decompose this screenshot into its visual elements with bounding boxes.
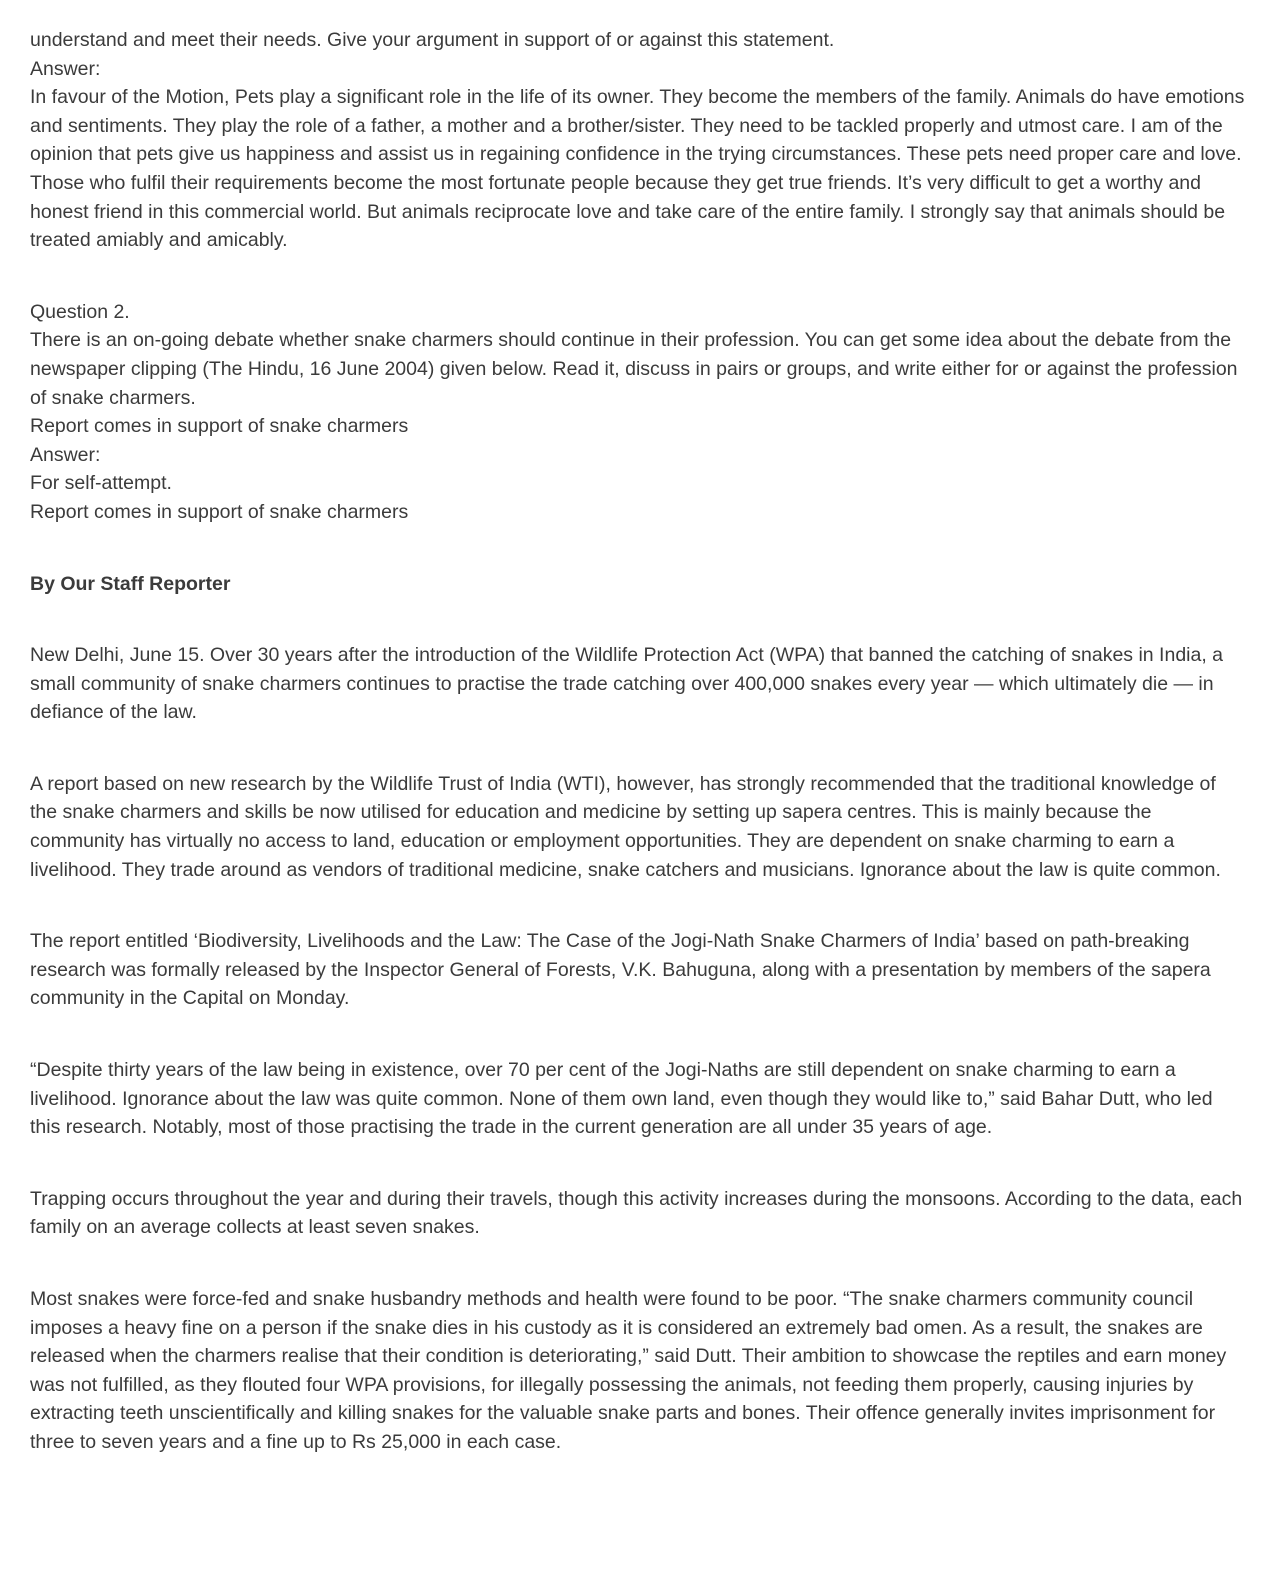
article-paragraph-text: “Despite thirty years of the law being in existence, over 70 per cent of the Jogi-Naths are still dependent on snake charming to earn a livelihood. Ignorance about the law was quite common. None of them own land, even though they would like to,” said Bahar Dutt, who led this research. Notably, most of those practising the trade in the current generation are all under 35 years of age. bbox=[30, 1059, 1213, 1139]
question2-report-title: Report comes in support of snake charmers bbox=[30, 500, 409, 523]
question1-answer-text: In favour of the Motion, Pets play a significant role in the life of its owner. They become the members of the family. Animals do have emotions and sentiments. They play the role of a father, a mother and a brother/sister. They need to be tackled properly and utmost care. I am of the opinion that pets give us happiness and assist us in regaining confidence in the trying circumstances. These pets need proper care and love. Those who fulfil their requirements become the most fortunate people because they get true friends. It’s very difficult to get a worthy and honest friend in this commercial world. But animals reciprocate love and take care of the entire family. I strongly say that animals should be treated amiably and amicably. bbox=[30, 86, 1245, 252]
article-paragraph-text: A report based on new research by the Wildlife Trust of India (WTI), however, has strongly recommended that the traditional knowledge of the snake charmers and skills be now utilised for education and medicine by setting up sapera centres. This is mainly because the community has virtually no access to land, education or employment opportunities. They are dependent on snake charming to earn a livelihood. They trade around as vendors of traditional medicine, snake catchers and musicians. Ignorance about the law is quite common. bbox=[30, 772, 1221, 881]
article-paragraph-husbandry bbox=[30, 1285, 1245, 1457]
article-paragraph-trapping bbox=[30, 1185, 1245, 1242]
article-paragraph-wti-report bbox=[30, 770, 1245, 884]
question2-answer-text: For self-attempt. bbox=[30, 472, 172, 495]
article-paragraph-dutt-quote bbox=[30, 1056, 1245, 1142]
question1-answer-label: Answer: bbox=[30, 57, 101, 80]
article-paragraph-report-title bbox=[30, 927, 1245, 1013]
question2-subtitle: Report comes in support of snake charmers bbox=[30, 415, 409, 438]
question2-block bbox=[30, 298, 1245, 527]
question1-prompt-continuation: understand and meet their needs. Give your argument in support of or against this statement. bbox=[30, 29, 835, 51]
article-paragraph-text: Trapping occurs throughout the year and during their travels, though this activity increases during the monsoons. According to the data, each family on an average collects at least seven snakes. bbox=[30, 1187, 1243, 1239]
article-paragraph-text: Most snakes were force-fed and snake husbandry methods and health were found to be poor. “The snake charmers community council imposes a heavy fine on a person if the snake dies in his custody as it is considered an extremely bad omen. As a result, the snakes are released when the charmers realise that their condition is deteriorating,” said Dutt. Their ambition to showcase the reptiles and earn money was not fulfilled, as they flouted four WPA provisions, for illegally possessing the animals, not feeding them properly, causing injuries by extracting teeth unscientifically and killing snakes for the valuable snake parts and bones. Their offence generally invites imprisonment for three to seven years and a fine up to Rs 25,000 in each case. bbox=[30, 1288, 1227, 1453]
article-byline: By Our Staff Reporter bbox=[30, 572, 231, 595]
question2-prompt: There is an on-going debate whether snake charmers should continue in their profession. You can get some idea about the debate from the newspaper clipping (The Hindu, 16 June 2004) given below. Read it, discuss in pairs or groups, and write either for or against the profession of snake charmers. bbox=[30, 329, 1238, 409]
article-paragraph-text: The report entitled ‘Biodiversity, Livelihoods and the Law: The Case of the Jogi-Nath Snake Charmers of India’ based on path-breaking research was formally released by the Inspector General of Forests, V.K. Bahuguna, along with a presentation by members of the sapera community in the Capital on Monday. bbox=[30, 930, 1211, 1010]
article-paragraph-text: New Delhi, June 15. Over 30 years after the introduction of the Wildlife Protection Act (WPA) that banned the catching of snakes in India, a small community of snake charmers continues to practise the trade catching over 400,000 snakes every year — which ultimately die — in defiance of the law. bbox=[30, 644, 1224, 724]
question2-answer-label: Answer: bbox=[30, 443, 101, 466]
article-paragraph-dateline bbox=[30, 641, 1245, 727]
question2-heading: Question 2. bbox=[30, 300, 130, 323]
question1-block bbox=[30, 26, 1245, 255]
